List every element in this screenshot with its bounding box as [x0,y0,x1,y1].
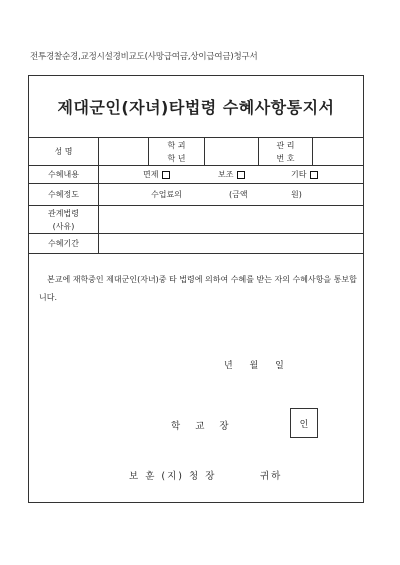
management-number-label [259,138,313,165]
exemption-checkbox[interactable] [162,171,170,179]
tuition-text: 수업료의 [151,190,182,199]
benefit-row [29,166,363,184]
mgmt-top: 관 리 [276,140,295,150]
law-label [29,206,99,233]
period-row [29,234,363,254]
seal-box: 인 [290,408,318,438]
mgmt-bottom: 번 호 [276,153,295,163]
form-title: 제대군인(자녀)타법령 수혜사항통지서 [29,76,363,138]
period-field[interactable] [99,234,365,253]
law-field[interactable] [99,206,365,233]
degree-row [29,184,363,206]
notification-form [28,75,364,503]
subsidy-option[interactable] [218,166,245,183]
other-option[interactable] [291,166,318,183]
other-checkbox[interactable] [310,171,318,179]
school-year-label [149,138,205,165]
degree-label: 수혜정도 [29,184,99,205]
notification-body: 본교에 재학중인 제대군인(자녀)중 타 법령에 의하여 수혜를 받는 자의 수혜사항을 통보합니다. [39,275,357,302]
management-number-field[interactable] [313,138,365,165]
name-label: 성 명 [29,138,99,165]
school-year-field[interactable] [205,138,259,165]
recipient: 보 훈 (지) 청 장 [129,471,217,482]
subsidy-checkbox[interactable] [237,171,245,179]
name-field[interactable] [99,138,149,165]
date-line: 년 월 일 [224,361,284,371]
form-header-note: 전투경찰순경,교정시설경비교도(사망급여금,상이급여금)청구서 [30,52,258,62]
law-label-top: 관계법령 [48,208,79,218]
amount-text: (금액 [229,190,248,199]
school-year-top: 학 괴 [167,140,186,150]
other-label: 기타 [291,170,307,179]
exemption-option[interactable] [143,166,170,183]
principal-title: 학 교 장 [171,421,235,432]
law-label-bottom: (사유) [52,221,75,231]
subsidy-label: 보조 [218,170,234,179]
school-year-bottom: 학 년 [167,153,186,163]
benefit-label: 수혜내용 [29,166,99,183]
amount-unit: 원) [291,190,302,199]
period-label: 수혜기간 [29,234,99,253]
honorific: 귀하 [260,471,283,482]
exemption-label: 면제 [143,170,159,179]
law-row [29,206,363,234]
name-row [29,138,363,166]
